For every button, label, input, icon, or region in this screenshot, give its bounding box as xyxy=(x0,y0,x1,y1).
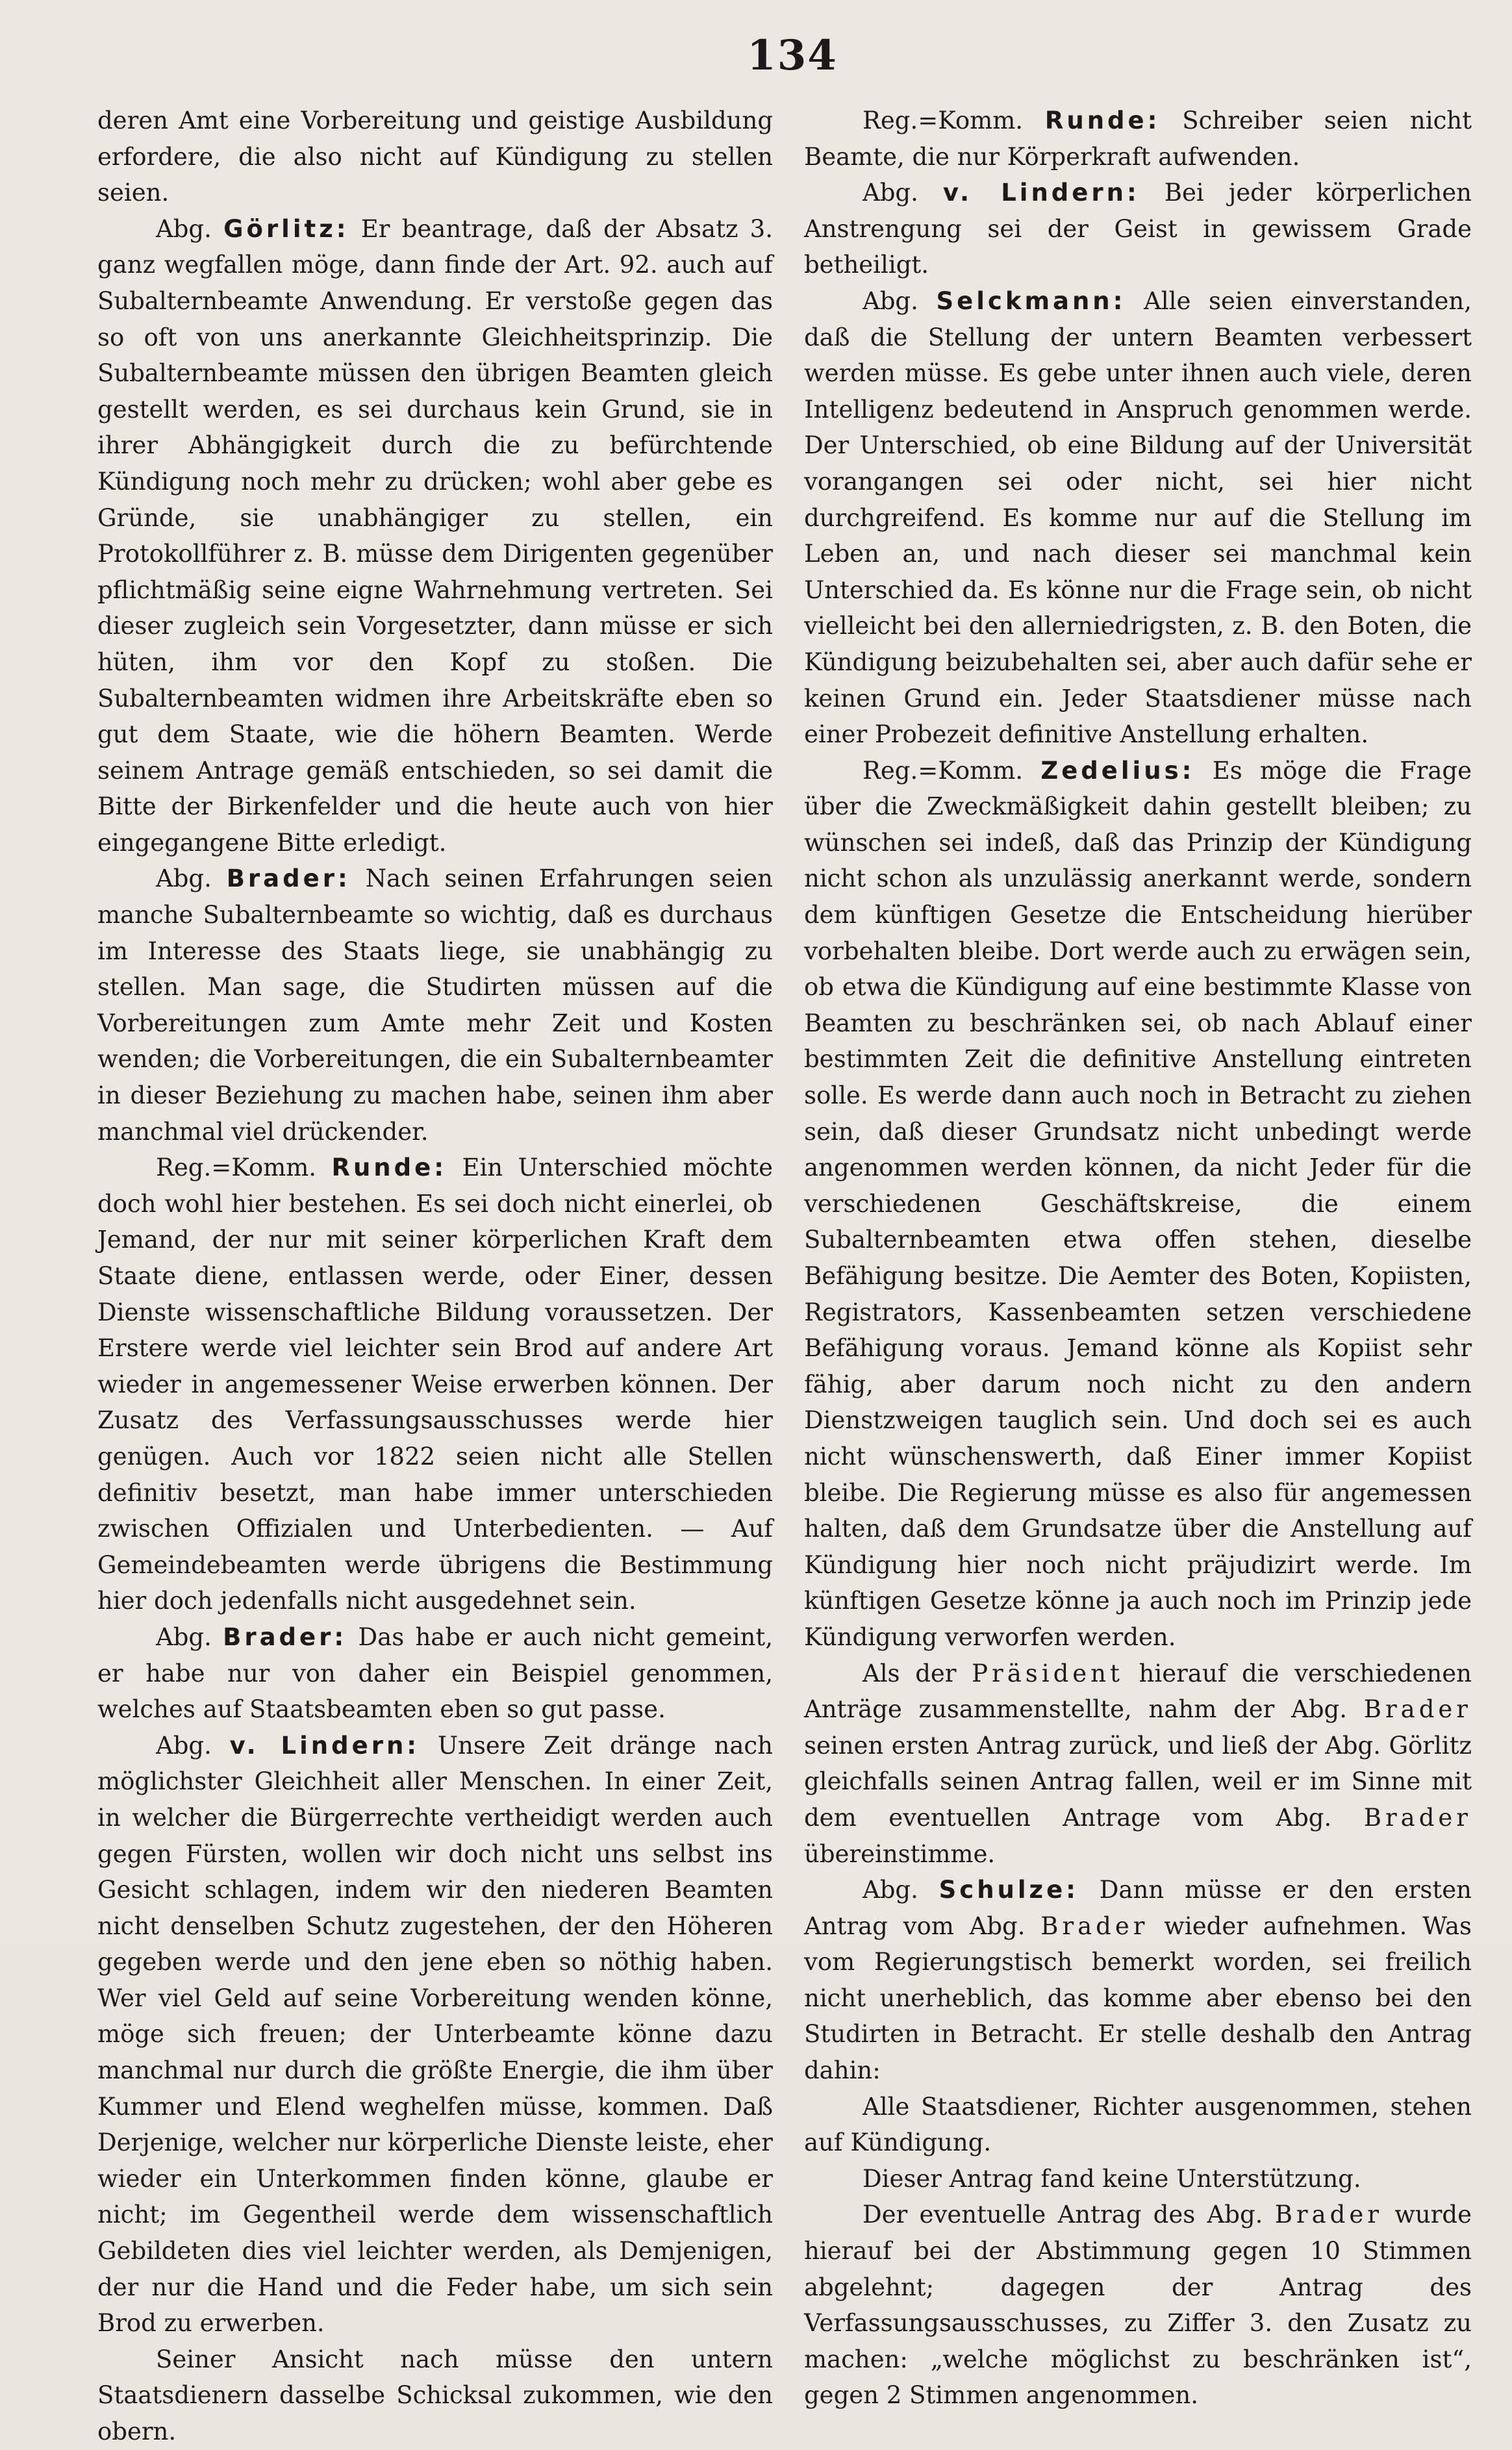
speaker-name: v. Lindern: xyxy=(942,179,1140,207)
paragraph: Reg.=Komm. Runde: Ein Unterschied möchte doch wohl hier bestehen. Es sei doch nicht einerlei, ob Jemand, der nur mit seiner körperlichen Kraft dem Staate diene, entlassen werde, oder Einer, dessen Dienste wissenschaftliche Bildung voraussetzen. Der Erstere werde viel leichter sein Brod auf andere Art wieder in angemessener Weise erwerben können. Der Zusatz des Verfassungsausschusses werde hier genügen. Auch vor 1822 seien nicht alle Stellen definitiv besetzt, man habe immer unterschieden zwischen Offizialen und Unterbedienten. — Auf Gemeindebeamten werde übrigens die Bestimmung hier doch jedenfalls nicht ausgedehnet sein. xyxy=(97,1154,774,1615)
paragraph: Abg. v. Lindern: Bei jeder körperlichen Anstrengung sei der Geist in gewissem Grade betheiligt. xyxy=(804,179,1472,279)
page-number: 134 xyxy=(747,31,838,80)
paragraph: Reg.=Komm. Runde: Schreiber seien nicht Beamte, die nur Körperkraft aufwenden. xyxy=(804,107,1472,171)
motion-text: Alle Staatsdiener, Richter ausgenommen, stehen auf Kündigung. xyxy=(804,2092,1472,2157)
speaker-name: Selckmann: xyxy=(936,286,1126,315)
speaker-name: Brader: xyxy=(223,1623,347,1651)
paragraph: Abg. v. Lindern: Unsere Zeit dränge nach möglichster Gleichheit aller Menschen. In einer Zeit, in welcher die Bürgerrechte vertheidigt werden auch gegen Fürsten, wollen wir doch nicht uns selbst ins Gesicht schlagen, indem wir den niederen Beamten nicht denselben Schutz zugestehen, der den Höheren gegeben werde und den jene eben so nöthig haben. Wer viel Geld auf seine Vorbereitung wenden könne, möge sich freuen; der Unterbeamte könne dazu manchmal nur durch die größte Energie, die ihm über Kummer und Elend weghelfen müsse, kommen. Daß Derjenige, welcher nur körperliche Dienste leiste, eher wieder ein Unterkommen finden könne, glaube er nicht; im Gegentheil werde dem wissenschaftlich Gebildeten dies viel leichter werden, als Demjenigen, der nur die Hand und die Feder habe, um sich sein Brod zu erwerben. xyxy=(97,1731,773,2338)
right-column xyxy=(804,103,1472,2410)
left-column xyxy=(97,103,774,2445)
spaced-name: Brader xyxy=(1274,2201,1383,2229)
spaced-name: Brader xyxy=(1363,1803,1472,1832)
speaker-name: Brader: xyxy=(226,865,351,893)
paragraph: Als der Präsident hierauf die verschiedenen Anträge zusammenstellte, nahm der Abg. Brader seinen ersten Antrag zurück, und ließ der Abg. Görlitz gleichfalls seinen Antrag fallen, weil er im Sinne mit dem eventuellen Antrage vom Abg. Brader übereinstimme. xyxy=(804,1659,1472,1868)
paragraph: Dieser Antrag fand keine Unterstützung. xyxy=(863,2164,1361,2193)
paragraph: Abg. Selckmann: Alle seien einverstanden, daß die Stellung der untern Beamten verbessert werden müsse. Es gebe unter ihnen auch viele, deren Intelligenz bedeutend in Anspruch genommen werde. Der Unterschied, ob eine Bildung auf der Universität vorangangen sei oder nicht, sei hier nicht durchgreifend. Es komme nur auf die Stellung im Leben an, und nach dieser sei manchmal kein Unterschied da. Es könne nur die Frage sein, ob nicht vielleicht bei den allerniedrigsten, z. B. den Boten, die Kündigung beizubehalten sei, aber auch dafür sehe er keinen Grund ein. Jeder Staatsdiener müsse nach einer Probezeit definitive Anstellung erhalten. xyxy=(804,286,1472,749)
paragraph: Der eventuelle Antrag des Abg. Brader wurde hierauf bei der Abstimmung gegen 10 Stimmen abgelehnt; dagegen der Antrag des Verfassungsausschusses, zu Ziffer 3. den Zusatz zu machen: „welche möglichst zu beschränken ist“, gegen 2 Stimmen angenommen. xyxy=(804,2201,1472,2410)
speaker-name: Zedelius: xyxy=(1040,756,1195,785)
speaker-name: Görlitz: xyxy=(223,214,349,243)
paragraph: Abg. Brader: Nach seinen Erfahrungen seien manche Subalternbeamte so wichtig, daß es durchaus im Interesse des Staats liege, sie unabhängig zu stellen. Man sage, die Studirten müssen auf die Vorbereitungen zum Amte mehr Zeit und Kosten wenden; die Vorbereitungen, die ein Subalternbeamter in dieser Beziehung zu machen habe, seinen ihm aber manchmal viel drückender. xyxy=(97,865,773,1146)
speaker-name: Runde: xyxy=(331,1154,447,1182)
paragraph: Abg. Schulze: Dann müsse er den ersten Antrag vom Abg. Brader wieder aufnehmen. Was vom Regierungstisch bemerkt worden, sei freilich nicht unerheblich, das komme aber ebenso bei den Studirten in Betracht. Er stelle deshalb den Antrag dahin: xyxy=(804,1876,1472,2085)
paragraph: Reg.=Komm. Zedelius: Es möge die Frage über die Zweckmäßigkeit dahin gestellt bleiben; zu wünschen sei indeß, daß das Prinzip der Kündigung nicht schon als unzulässig anerkannt werde, sondern dem künftigen Gesetze die Entscheidung hierüber vorbehalten bleibe. Dort werde auch zu erwägen sein, ob etwa die Kündigung auf eine bestimmte Klasse von Beamten zu beschränken sei, ob nach Ablauf einer bestimmten Zeit die definitive Anstellung eintreten solle. Es werde dann auch noch in Betracht zu ziehen sein, daß dieser Grundsatz nicht unbedingt werde angenommen werden können, da nicht Jeder für die verschiedenen Geschäftskreise, die einem Subalternbeamten etwa offen stehen, dieselbe Befähigung besitze. Die Aemter des Boten, Kopiisten, Registrators, Kassenbeamten setzen verschiedene Befähigung voraus. Jemand könne als Kopiist sehr fähig, aber darum noch nicht zu den andern Dienstzweigen tauglich sein. Und doch sei es auch nicht wünschenswerth, daß Einer immer Kopiist bleibe. Die Regierung müsse es also für angemessen halten, daß dem Grundsatze über die Anstellung auf Kündigung hier noch nicht präjudizirt werde. Im künftigen Gesetze könne ja auch noch im Prinzip jede Kündigung verworfen werden. xyxy=(804,756,1472,1651)
paragraph: Seiner Ansicht nach müsse den untern Staatsdienern dasselbe Schicksal zukommen, wie den obern. xyxy=(97,2345,773,2445)
speaker-name: Schulze: xyxy=(939,1876,1079,1904)
spaced-name: Brader xyxy=(1363,1695,1472,1724)
spaced-name: Brader xyxy=(1040,1912,1149,1940)
paragraph: deren Amt eine Vorbereitung und geistige Ausbildung erfordere, die also nicht auf Kündigung zu stellen seien. xyxy=(97,107,773,207)
speaker-name: Runde: xyxy=(1044,107,1161,134)
paragraph: Abg. Brader: Das habe er auch nicht gemeint, er habe nur von daher ein Beispiel genommen, welches auf Staatsbeamten eben so gut passe. xyxy=(97,1623,773,1724)
spaced-name: Präsident xyxy=(972,1659,1124,1687)
speaker-name: v. Lindern: xyxy=(229,1731,420,1760)
paragraph: Abg. Görlitz: Er beantrage, daß der Absatz 3. ganz wegfallen möge, dann finde der Art. 92. auch auf Subalternbeamte Anwendung. Er verstoße gegen das so oft von uns anerkannte Gleichheitsprinzip. Die Subalternbeamte müssen den übrigen Beamten gleich gestellt werden, es sei durchaus kein Grund, sie in ihrer Abhängigkeit durch die zu befürchtende Kündigung noch mehr zu drücken; wohl aber gebe es Gründe, sie unabhängiger zu stellen, ein Protokollführer z. B. müsse dem Dirigenten gegenüber pflichtmäßig seine eigne Wahrnehmung vertreten. Sei dieser zugleich sein Vorgesetzter, dann müsse er sich hüten, ihm vor den Kopf zu stoßen. Die Subalternbeamten widmen ihre Arbeitskräfte eben so gut dem Staate, wie die höhern Beamten. Werde seinem Antrage gemäß entschieden, so sei damit die Bitte der Birkenfelder und die heute auch von hier eingegangene Bitte erledigt. xyxy=(97,214,773,857)
